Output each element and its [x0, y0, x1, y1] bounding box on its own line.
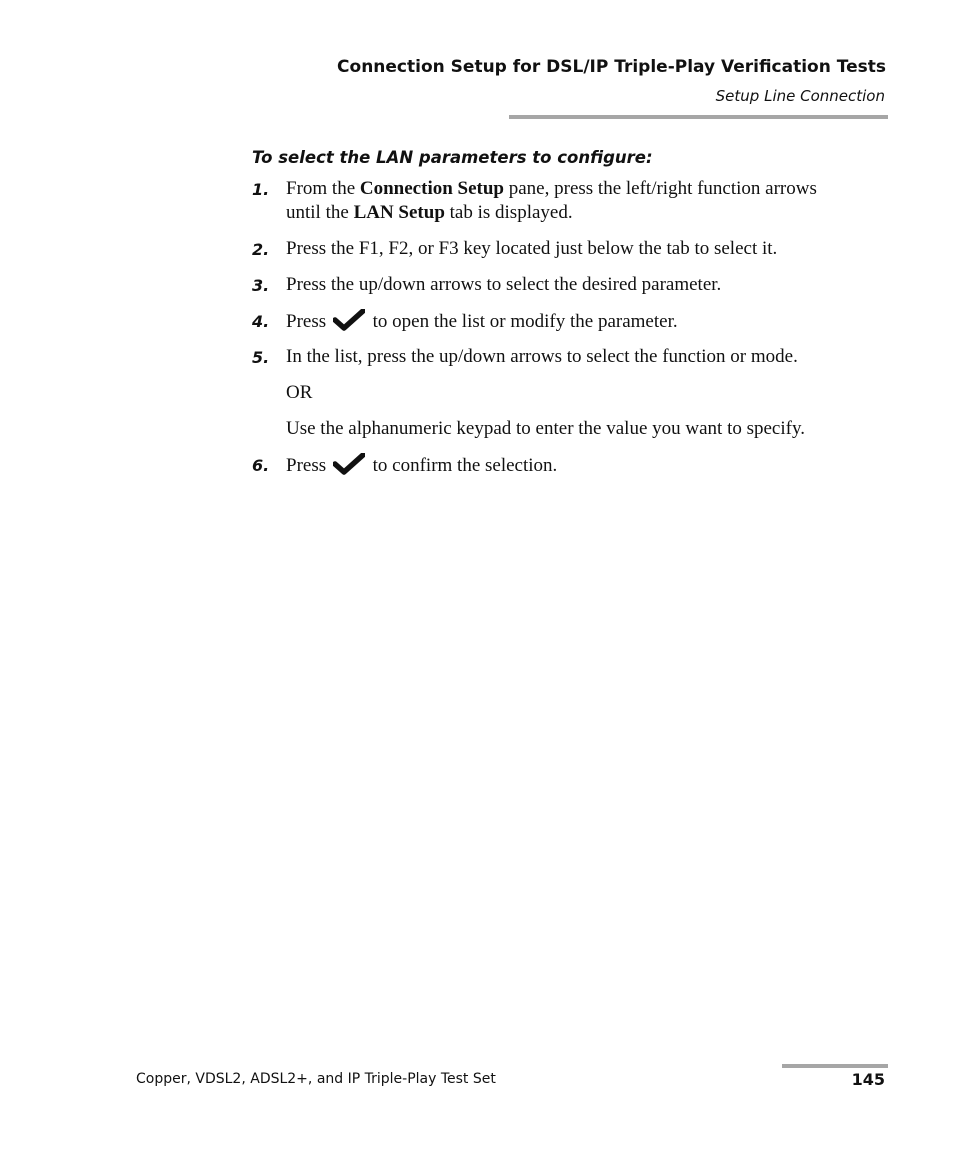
step-1-number: 1.	[252, 180, 270, 199]
step-3-text: Press the up/down arrows to select the desired parameter.	[286, 274, 722, 295]
footer-divider	[782, 1064, 888, 1068]
step-6-number: 6.	[252, 456, 270, 475]
step-6-text: Press to confirm the selection.	[286, 453, 886, 482]
checkmark-icon	[333, 309, 365, 338]
checkmark-icon	[333, 453, 365, 482]
step-1-line-1: From the Connection Setup pane, press the left/right function arrows	[286, 178, 817, 199]
step-5-or: OR	[286, 382, 313, 403]
footer-product-name: Copper, VDSL2, ADSL2+, and IP Triple-Play Test Set	[136, 1071, 496, 1087]
lan-setup-term: LAN Setup	[353, 202, 445, 223]
step-3-number: 3.	[252, 276, 270, 295]
step-1-line-2: until the LAN Setup tab is displayed.	[286, 202, 573, 223]
step-1-text	[286, 177, 886, 225]
step-2-text: Press the F1, F2, or F3 key located just below the tab to select it.	[286, 238, 778, 259]
running-header-subtitle: Setup Line Connection	[715, 87, 885, 105]
step-5-number: 5.	[252, 348, 270, 367]
step-2-number: 2.	[252, 240, 270, 259]
step-5-alternative: Use the alphanumeric keypad to enter the value you want to specify.	[286, 418, 805, 439]
running-header-title: Connection Setup for DSL/IP Triple-Play Verification Tests	[337, 57, 886, 77]
procedure-heading: To select the LAN parameters to configure:	[252, 148, 653, 167]
step-5-text: In the list, press the up/down arrows to select the function or mode.	[286, 346, 798, 367]
header-divider	[509, 115, 888, 119]
connection-setup-term: Connection Setup	[359, 178, 504, 199]
step-4-number: 4.	[252, 312, 270, 331]
step-4-text: Press to open the list or modify the parameter.	[286, 309, 886, 338]
page-number: 145	[851, 1070, 885, 1089]
